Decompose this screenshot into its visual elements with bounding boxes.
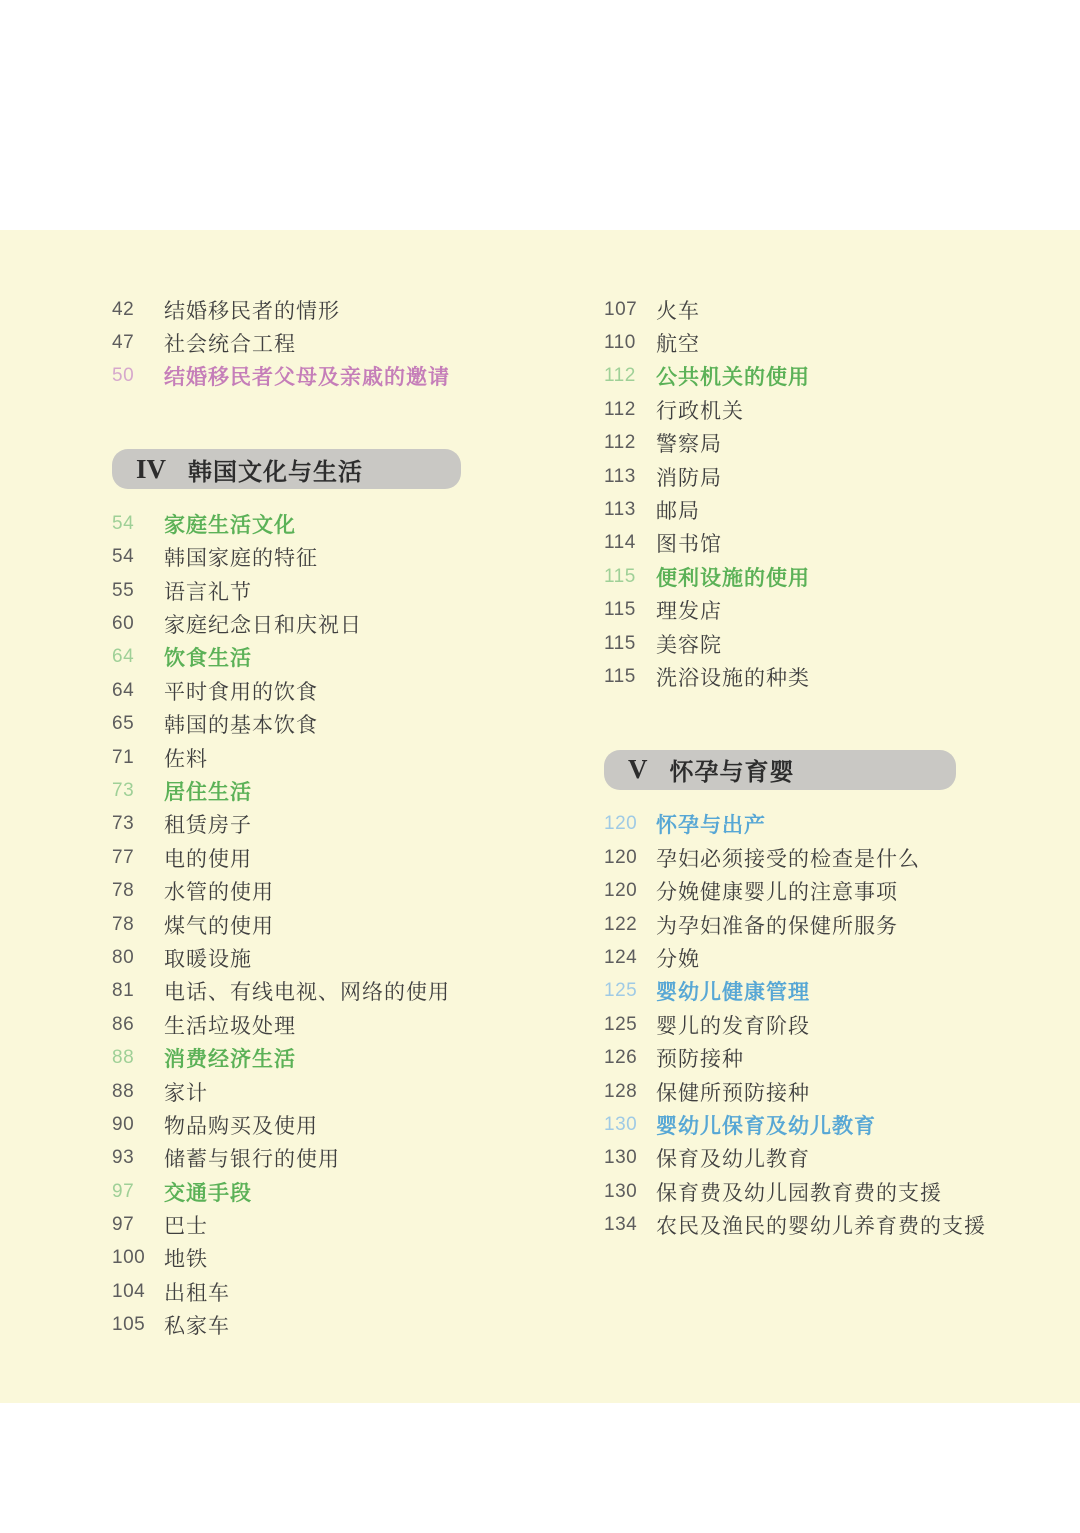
toc-row xyxy=(112,1108,461,1141)
toc-page-number: 78 xyxy=(112,913,135,935)
toc-entry-label: 饮食生活 xyxy=(164,647,252,671)
toc-entry-label: 为孕妇准备的保健所服务 xyxy=(656,914,898,938)
toc-row xyxy=(112,808,461,841)
toc-page-number: 120 xyxy=(604,813,638,835)
toc-row xyxy=(112,293,461,326)
toc-row xyxy=(604,975,956,1008)
toc-page-number: 54 xyxy=(112,512,135,534)
toc-page-number: 90 xyxy=(112,1113,135,1135)
toc-row xyxy=(604,527,956,560)
toc-entry-label: 保健所预防接种 xyxy=(656,1081,810,1105)
toc-entry-label: 韩国的基本饮食 xyxy=(164,714,318,738)
toc-page-number: 113 xyxy=(604,499,636,521)
toc-page-number: 120 xyxy=(604,846,638,868)
toc-entry-label: 租赁房子 xyxy=(164,814,252,838)
toc-row xyxy=(112,941,461,974)
toc-page-number: 50 xyxy=(112,365,135,387)
toc-column-right xyxy=(604,293,986,1242)
toc-entry-label: 巴士 xyxy=(164,1215,208,1239)
toc-entry-label: 消费经济生活 xyxy=(164,1048,296,1072)
toc-entry-label: 航空 xyxy=(656,333,700,357)
toc-row xyxy=(604,1008,956,1041)
toc-entry-label: 交通手段 xyxy=(164,1181,252,1205)
toc-row xyxy=(112,1075,461,1108)
toc-page-number: 73 xyxy=(112,813,135,835)
toc-entry-label: 私家车 xyxy=(164,1315,230,1339)
toc-row xyxy=(112,975,461,1008)
toc-row xyxy=(604,1175,956,1208)
toc-row xyxy=(604,594,956,627)
toc-entry-label: 婴幼儿健康管理 xyxy=(656,981,810,1005)
toc-entry-label: 居住生活 xyxy=(164,780,252,804)
toc-page-number: 105 xyxy=(112,1314,146,1336)
toc-entry-label: 家庭纪念日和庆祝日 xyxy=(164,614,362,638)
toc-row xyxy=(112,774,461,807)
toc-row xyxy=(604,493,956,526)
toc-entry-label: 电话、有线电视、网络的使用 xyxy=(164,981,450,1005)
toc-item-block xyxy=(112,293,461,393)
toc-entry-label: 图书馆 xyxy=(656,533,722,557)
toc-page-number: 64 xyxy=(112,646,135,668)
toc-row xyxy=(112,507,461,540)
toc-entry-label: 家庭生活文化 xyxy=(164,513,296,537)
toc-page-number: 126 xyxy=(604,1047,638,1069)
toc-row xyxy=(112,1242,461,1275)
toc-page-number: 81 xyxy=(112,980,135,1002)
toc-entry-label: 美容院 xyxy=(656,633,722,657)
toc-row xyxy=(604,393,956,426)
toc-entry-label: 怀孕与出产 xyxy=(656,814,766,838)
toc-entry-label: 生活垃圾处理 xyxy=(164,1014,296,1038)
toc-page-number: 73 xyxy=(112,779,135,801)
toc-row xyxy=(604,808,956,841)
toc-entry-label: 分娩健康婴儿的注意事项 xyxy=(656,881,898,905)
toc-entry-label: 邮局 xyxy=(656,500,700,524)
toc-page-number: 64 xyxy=(112,679,135,701)
toc-page-number: 93 xyxy=(112,1147,135,1169)
section-title: 怀孕与育婴 xyxy=(669,759,795,787)
toc-page-number: 65 xyxy=(112,713,135,735)
toc-row xyxy=(604,427,956,460)
toc-entry-label: 物品购买及使用 xyxy=(164,1114,318,1138)
toc-page-number: 42 xyxy=(112,298,135,320)
toc-entry-label: 语言礼节 xyxy=(164,580,252,604)
toc-row xyxy=(604,874,956,907)
toc-entry-label: 火车 xyxy=(656,299,700,323)
toc-page-number: 60 xyxy=(112,613,135,635)
toc-page-number: 130 xyxy=(604,1180,638,1202)
toc-row xyxy=(604,1041,956,1074)
toc-page-number: 115 xyxy=(604,599,636,621)
toc-row xyxy=(112,708,461,741)
toc-page-number: 112 xyxy=(604,432,636,454)
section-numeral: IV xyxy=(136,453,167,484)
toc-entry-label: 婴儿的发育阶段 xyxy=(656,1014,810,1038)
toc-row xyxy=(604,1075,956,1108)
section-numeral: V xyxy=(628,754,648,785)
toc-entry-label: 婴幼儿保育及幼儿教育 xyxy=(656,1114,876,1138)
toc-row xyxy=(604,841,956,874)
toc-row xyxy=(112,641,461,674)
toc-entry-label: 预防接种 xyxy=(656,1048,744,1072)
toc-page-number: 128 xyxy=(604,1080,638,1102)
toc-entry-label: 公共机关的使用 xyxy=(656,366,810,390)
toc-row xyxy=(112,1175,461,1208)
toc-page-number: 100 xyxy=(112,1247,146,1269)
toc-page-number: 88 xyxy=(112,1047,135,1069)
toc-page-number: 97 xyxy=(112,1180,135,1202)
toc-row xyxy=(112,1275,461,1308)
toc-row xyxy=(112,360,461,393)
toc-page-number: 125 xyxy=(604,980,638,1002)
toc-entry-label: 韩国家庭的特征 xyxy=(164,547,318,571)
toc-entry-label: 家计 xyxy=(164,1081,208,1105)
toc-entry-label: 行政机关 xyxy=(656,399,744,423)
toc-page-number: 110 xyxy=(604,332,636,354)
toc-row xyxy=(112,741,461,774)
toc-row xyxy=(604,1208,986,1241)
toc-row xyxy=(112,908,461,941)
toc-item-block xyxy=(604,293,956,694)
toc-page-number: 54 xyxy=(112,546,135,568)
toc-entry-label: 电的使用 xyxy=(164,847,252,871)
toc-page-number: 78 xyxy=(112,880,135,902)
toc-page-number: 115 xyxy=(604,632,636,654)
toc-entry-label: 洗浴设施的种类 xyxy=(656,666,810,690)
toc-row xyxy=(604,941,956,974)
toc-column-left xyxy=(112,293,461,1342)
toc-row xyxy=(604,293,956,326)
toc-page-number: 47 xyxy=(112,332,135,354)
toc-page-number: 113 xyxy=(604,465,636,487)
toc-entry-label: 平时食用的饮食 xyxy=(164,680,318,704)
toc-entry-label: 警察局 xyxy=(656,433,722,457)
toc-entry-label: 保育及幼儿教育 xyxy=(656,1148,810,1172)
toc-page-number: 130 xyxy=(604,1147,638,1169)
toc-page-number: 71 xyxy=(112,746,135,768)
toc-row xyxy=(112,1309,461,1342)
toc-page-number: 115 xyxy=(604,565,636,587)
toc-page-number: 124 xyxy=(604,946,638,968)
toc-row xyxy=(604,326,956,359)
toc-entry-label: 佐料 xyxy=(164,747,208,771)
toc-row xyxy=(112,674,461,707)
section-title: 韩国文化与生活 xyxy=(188,458,364,486)
toc-entry-label: 便利设施的使用 xyxy=(656,566,810,590)
toc-item-block xyxy=(604,808,986,1242)
toc-page-number: 88 xyxy=(112,1080,135,1102)
toc-entry-label: 消防局 xyxy=(656,466,722,490)
toc-entry-label: 分娩 xyxy=(656,947,700,971)
toc-entry-label: 取暖设施 xyxy=(164,947,252,971)
toc-row xyxy=(112,574,461,607)
toc-page-number: 120 xyxy=(604,880,638,902)
toc-entry-label: 理发店 xyxy=(656,600,722,624)
toc-item-block xyxy=(112,507,461,1342)
toc-page-number: 55 xyxy=(112,579,135,601)
toc-row xyxy=(112,1208,461,1241)
toc-entry-label: 保育费及幼儿园教育费的支援 xyxy=(656,1181,942,1205)
toc-page-number: 114 xyxy=(604,532,636,554)
section-header xyxy=(112,449,461,489)
toc-entry-label: 社会统合工程 xyxy=(164,333,296,357)
toc-page-number: 125 xyxy=(604,1013,638,1035)
toc-page-number: 115 xyxy=(604,665,636,687)
toc-row xyxy=(604,560,956,593)
toc-row xyxy=(112,874,461,907)
toc-page-number: 77 xyxy=(112,846,135,868)
toc-page-number: 86 xyxy=(112,1013,135,1035)
toc-page-number: 107 xyxy=(604,298,638,320)
section-header xyxy=(604,750,956,790)
toc-row xyxy=(604,460,956,493)
toc-page-number: 134 xyxy=(604,1214,638,1236)
toc-row xyxy=(112,1008,461,1041)
toc-row xyxy=(604,1108,956,1141)
toc-row xyxy=(604,660,956,693)
toc-row xyxy=(604,360,956,393)
toc-entry-label: 地铁 xyxy=(164,1248,208,1272)
toc-page-number: 130 xyxy=(604,1113,638,1135)
toc-page-number: 112 xyxy=(604,365,636,387)
toc-row xyxy=(604,908,956,941)
toc-entry-label: 结婚移民者的情形 xyxy=(164,299,340,323)
toc-row xyxy=(604,1142,956,1175)
toc-row xyxy=(112,1142,461,1175)
toc-entry-label: 煤气的使用 xyxy=(164,914,274,938)
toc-page-number: 122 xyxy=(604,913,638,935)
toc-page-number: 104 xyxy=(112,1280,146,1302)
toc-row xyxy=(112,541,461,574)
toc-entry-label: 农民及渔民的婴幼儿养育费的支援 xyxy=(656,1215,986,1239)
toc-entry-label: 储蓄与银行的使用 xyxy=(164,1148,340,1172)
toc-page-number: 97 xyxy=(112,1214,135,1236)
toc-page-number: 112 xyxy=(604,398,636,420)
toc-row xyxy=(604,627,956,660)
toc-entry-label: 孕妇必须接受的检查是什么 xyxy=(656,847,920,871)
toc-entry-label: 结婚移民者父母及亲戚的邀请 xyxy=(164,366,450,390)
toc-row xyxy=(112,607,461,640)
toc-entry-label: 水管的使用 xyxy=(164,881,274,905)
toc-row xyxy=(112,841,461,874)
toc-row xyxy=(112,326,461,359)
toc-page-number: 80 xyxy=(112,946,135,968)
toc-entry-label: 出租车 xyxy=(164,1281,230,1305)
toc-row xyxy=(112,1041,461,1074)
